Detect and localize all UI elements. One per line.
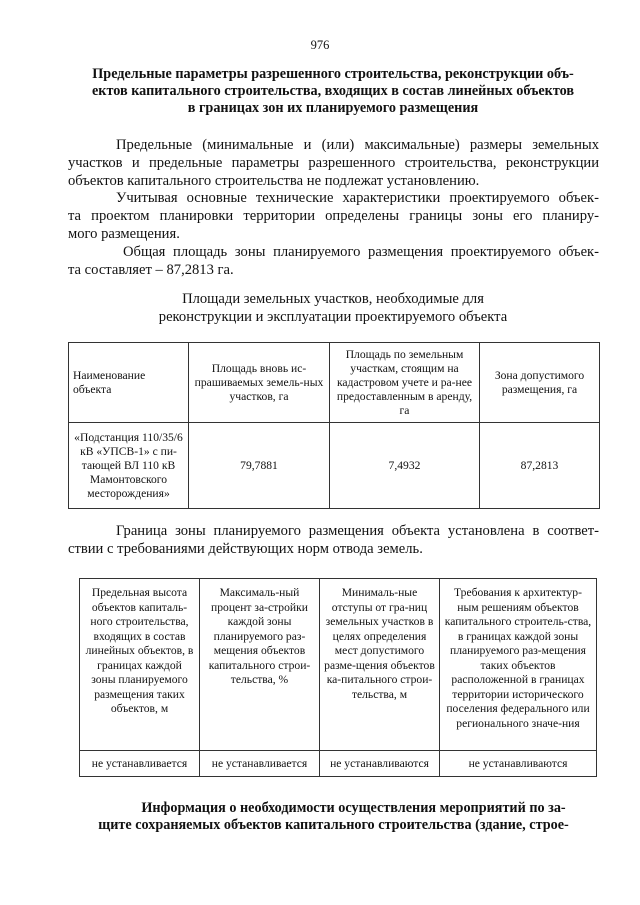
heading-line: Предельные параметры разрешенного строительства, реконструкции объ- xyxy=(92,66,574,82)
table-header-cell: Минималь-ные отступы от гра-ниц земельных участков в целях определения мест допустимого разме-щения объектов ка-питального строи-тельства, м xyxy=(320,579,440,751)
heading-line: ектов капитального строительства, входящих в состав линейных объектов xyxy=(92,83,574,99)
paragraph-line: участков и предельные параметры разрешенного строительства, реконструкции xyxy=(68,155,599,171)
paragraph-line: Общая площадь зоны планируемого размещения проектируемого объек- xyxy=(123,244,599,260)
heading-line: в границах зон их планируемого размещения xyxy=(187,100,479,116)
table-header-cell: Площадь по земельным участкам, стоящим на кадастровом учете и ра-нее предоставленным в аренду, га xyxy=(330,343,480,423)
paragraph-zone-boundary xyxy=(68,522,599,558)
table-header-cell: Максималь-ный процент за-стройки каждой зоны планируемого раз-мещения объектов капитального строи-тельства, % xyxy=(200,579,320,751)
paragraph-technical-characteristics xyxy=(68,189,599,243)
table-cell: не устанавливается xyxy=(200,751,320,777)
section-heading xyxy=(68,66,598,117)
page-number: 976 xyxy=(310,38,330,52)
table-cell: «Подстанция 110/35/6 кВ «УПСВ-1» с пи-тающей ВЛ 110 кВ Мамонтовского месторождения» xyxy=(69,423,189,509)
construction-parameters-table xyxy=(79,578,597,777)
table-title-line: Площади земельных участков, необходимые для xyxy=(182,291,484,307)
table-cell: 79,7881 xyxy=(189,423,330,509)
table-header-row xyxy=(80,579,597,751)
paragraph-line: объектов капитального строительства не подлежат установлению. xyxy=(68,173,480,189)
paragraph-line: ствии с требованиями действующих норм отвода земель. xyxy=(68,541,423,557)
table-cell: не устанавливаются xyxy=(320,751,440,777)
table-cell: не устанавливается xyxy=(80,751,200,777)
section-heading-2 xyxy=(68,800,599,834)
paragraph-line: Предельные (минимальные и (или) максимальные) размеры земельных xyxy=(116,137,599,153)
table-cell: 7,4932 xyxy=(330,423,480,509)
table-header-cell: Предельная высота объектов капиталь-ного строительства, входящих в состав линейных объектов, в границах каждой зоны планируемого размещения таких объектов, м xyxy=(80,579,200,751)
paragraph-land-parameters xyxy=(68,136,599,190)
table-header-cell: Площадь вновь ис-прашиваемых земель-ных участков, га xyxy=(189,343,330,423)
table-header-cell: Зона допустимого размещения, га xyxy=(480,343,600,423)
table-cell: 87,2813 xyxy=(480,423,600,509)
paragraph-total-area xyxy=(68,243,599,279)
paragraph-line: та составляет – 87,2813 га. xyxy=(68,262,234,278)
paragraph-line: Учитывая основные технические характеристики проектируемого объек- xyxy=(116,190,599,206)
table-header-cell: Наименование объекта xyxy=(69,343,189,423)
table-title xyxy=(68,290,598,326)
paragraph-line: мого размещения. xyxy=(68,226,180,242)
paragraph-line: Граница зоны планируемого размещения объекта установлена в соответ- xyxy=(116,523,599,539)
table-header-cell: Требования к архитектур-ным решениям объектов капитального строитель-ства, в границах каждой зоны планируемого раз-мещения таких объектов расположенной в границах территории исторического поселения федерального или регионального значе-ния xyxy=(440,579,597,751)
land-area-table xyxy=(68,342,600,509)
heading-line: щите сохраняемых объектов капитального строительства (здание, строе- xyxy=(98,817,569,833)
table-cell: не устанавливаются xyxy=(440,751,597,777)
heading-line: Информация о необходимости осуществления мероприятий по за- xyxy=(141,800,566,816)
table-row xyxy=(80,751,597,777)
table-row xyxy=(69,423,600,509)
paragraph-line: та проектом планировки территории определены границы зоны его планиру- xyxy=(68,208,599,224)
table-title-line: реконструкции и эксплуатации проектируемого объекта xyxy=(158,309,508,325)
table-header-row xyxy=(69,343,600,423)
